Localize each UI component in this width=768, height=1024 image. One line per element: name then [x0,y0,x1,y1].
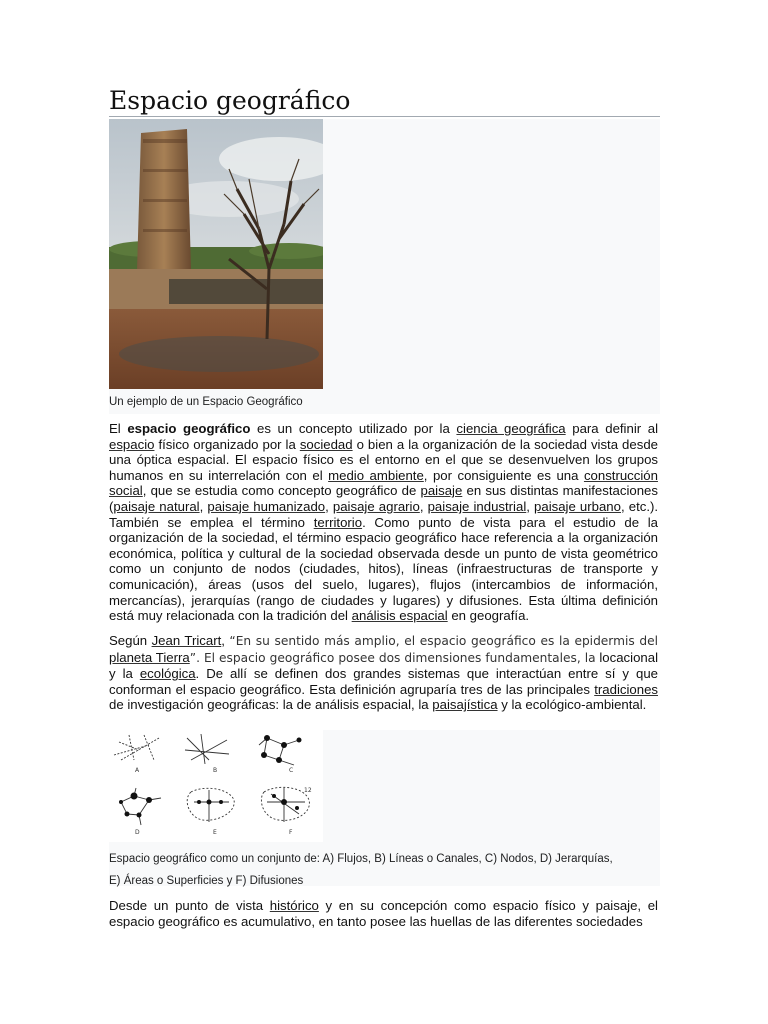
text: , etc.). También se emplea el término [109,498,659,530]
link-historico[interactable]: histórico [269,898,319,913]
landscape-photo-drawing [109,119,323,389]
link-territorio[interactable]: territorio [313,514,363,530]
paragraph-tricart [109,633,658,713]
text: de investigación geográficas: la de análisis espacial, la [109,697,433,713]
text: y en su concepción como espacio físico y paisaje, el espacio geográfico es acumulativo, en tanto posee las huellas de las diferentes sociedades [109,898,658,929]
spatial-diagram[interactable] [109,730,323,842]
text: El [109,421,128,436]
quote-text: ”. El espacio geográfico posee dos dimensiones fundamentales, la [189,650,596,665]
diagram-number-label: 12 [304,787,312,794]
text: y la ecológico-ambiental. [497,697,647,713]
text: , [325,498,333,514]
paragraph-definition [109,421,658,624]
text: locacional y la [109,649,659,682]
link-jean-tricart[interactable]: Jean Tricart [151,633,222,648]
text: para definir al [565,421,659,436]
page-title: Espacio geográfico [109,86,351,115]
text: , [526,498,535,514]
link-construccion-social[interactable]: construcción social [109,467,658,499]
diagram-label-c: C [289,767,294,774]
figure-caption [109,848,660,892]
link-paisaje[interactable]: paisaje [420,483,463,499]
link-espacio[interactable]: espacio [109,436,155,452]
figure-diagrams [109,730,660,886]
figure-landscape [109,119,660,414]
title-divider [109,116,660,117]
link-ciencia-geografica[interactable]: ciencia geográfica [456,421,566,436]
text: Desde un punto de vista [109,898,270,913]
text: es un concepto utilizado por la [250,421,457,436]
link-paisaje-agrario[interactable]: paisaje agrario [332,498,420,514]
spatial-diagram-drawing [109,730,323,842]
link-medio-ambiente[interactable]: medio ambiente [328,467,424,483]
bold-term: espacio geográfico [127,421,251,436]
diagram-label-a: A [135,767,140,774]
text: , [199,498,208,514]
link-analisis-espacial[interactable]: análisis espacial [351,608,448,624]
figure-caption: Un ejemplo de un Espacio Geográfico [109,396,303,408]
link-tradiciones[interactable]: tradiciones [594,681,658,697]
link-paisajistica[interactable]: paisajística [432,697,498,713]
link-paisaje-humanizado[interactable]: paisaje humanizado [207,498,326,514]
link-paisaje-natural[interactable]: paisaje natural [113,498,200,514]
diagram-label-f: F [289,829,293,836]
landscape-photo[interactable] [109,119,323,389]
quote-text: “En su sentido más amplio, el espacio geográfico es la epidermis del [229,634,658,648]
text: , por consiguiente es una [423,467,584,483]
link-sociedad[interactable]: sociedad [299,436,353,452]
diagram-label-b: B [213,767,218,774]
diagram-label-d: D [135,829,140,836]
link-planeta-tierra[interactable]: planeta Tierra [109,649,190,665]
text: , [419,498,428,514]
diagram-label-e: E [213,829,217,836]
text: . Como punto de vista para el estudio de la organización de la sociedad, el término espacio geográfico hace referencia a la organización económica, política y cultural de la sociedad observada desde un punto de vista geométrico como un conjunto de nodos (ciudades, hitos), líneas (infraestructuras de transporte y comunicación), áreas (usos del suelo, lugares), flujos (intercambios de información, mercancías), jerarquías (rango de ciudades y lugares) y difusiones. Esta última definición está muy relacionada con la tradición del [109,514,658,624]
paragraph-historico [109,898,658,929]
link-paisaje-urbano[interactable]: paisaje urbano [534,498,621,514]
text: en sus distintas manifestaciones ( [109,483,658,514]
caption-line: Espacio geográfico como un conjunto de: A) Flujos, B) Líneas o Canales, C) Nodos, D) Jerarquías, [109,853,613,865]
text: en geografía. [447,608,530,624]
text: , [221,633,230,648]
text: o bien a la organización de la sociedad vista desde una óptica espacial. El espacio físico es el entorno en el que se desenvuelven los grupos humanos en su interrelación con el [109,436,658,483]
link-ecologica[interactable]: ecológica [139,666,196,682]
text: Según [109,633,152,648]
text: . De allí se definen dos grandes sistemas que interactúan entre sí y que conforman el espacio geográfico. Esta definición agruparía tres de las principales [109,666,658,697]
caption-line: E) Áreas o Superficies y F) Difusiones [109,875,304,887]
text: , que se estudia como concepto geográfico de [142,483,421,499]
link-paisaje-industrial[interactable]: paisaje industrial [427,498,527,514]
text: físico organizado por la [154,436,300,452]
